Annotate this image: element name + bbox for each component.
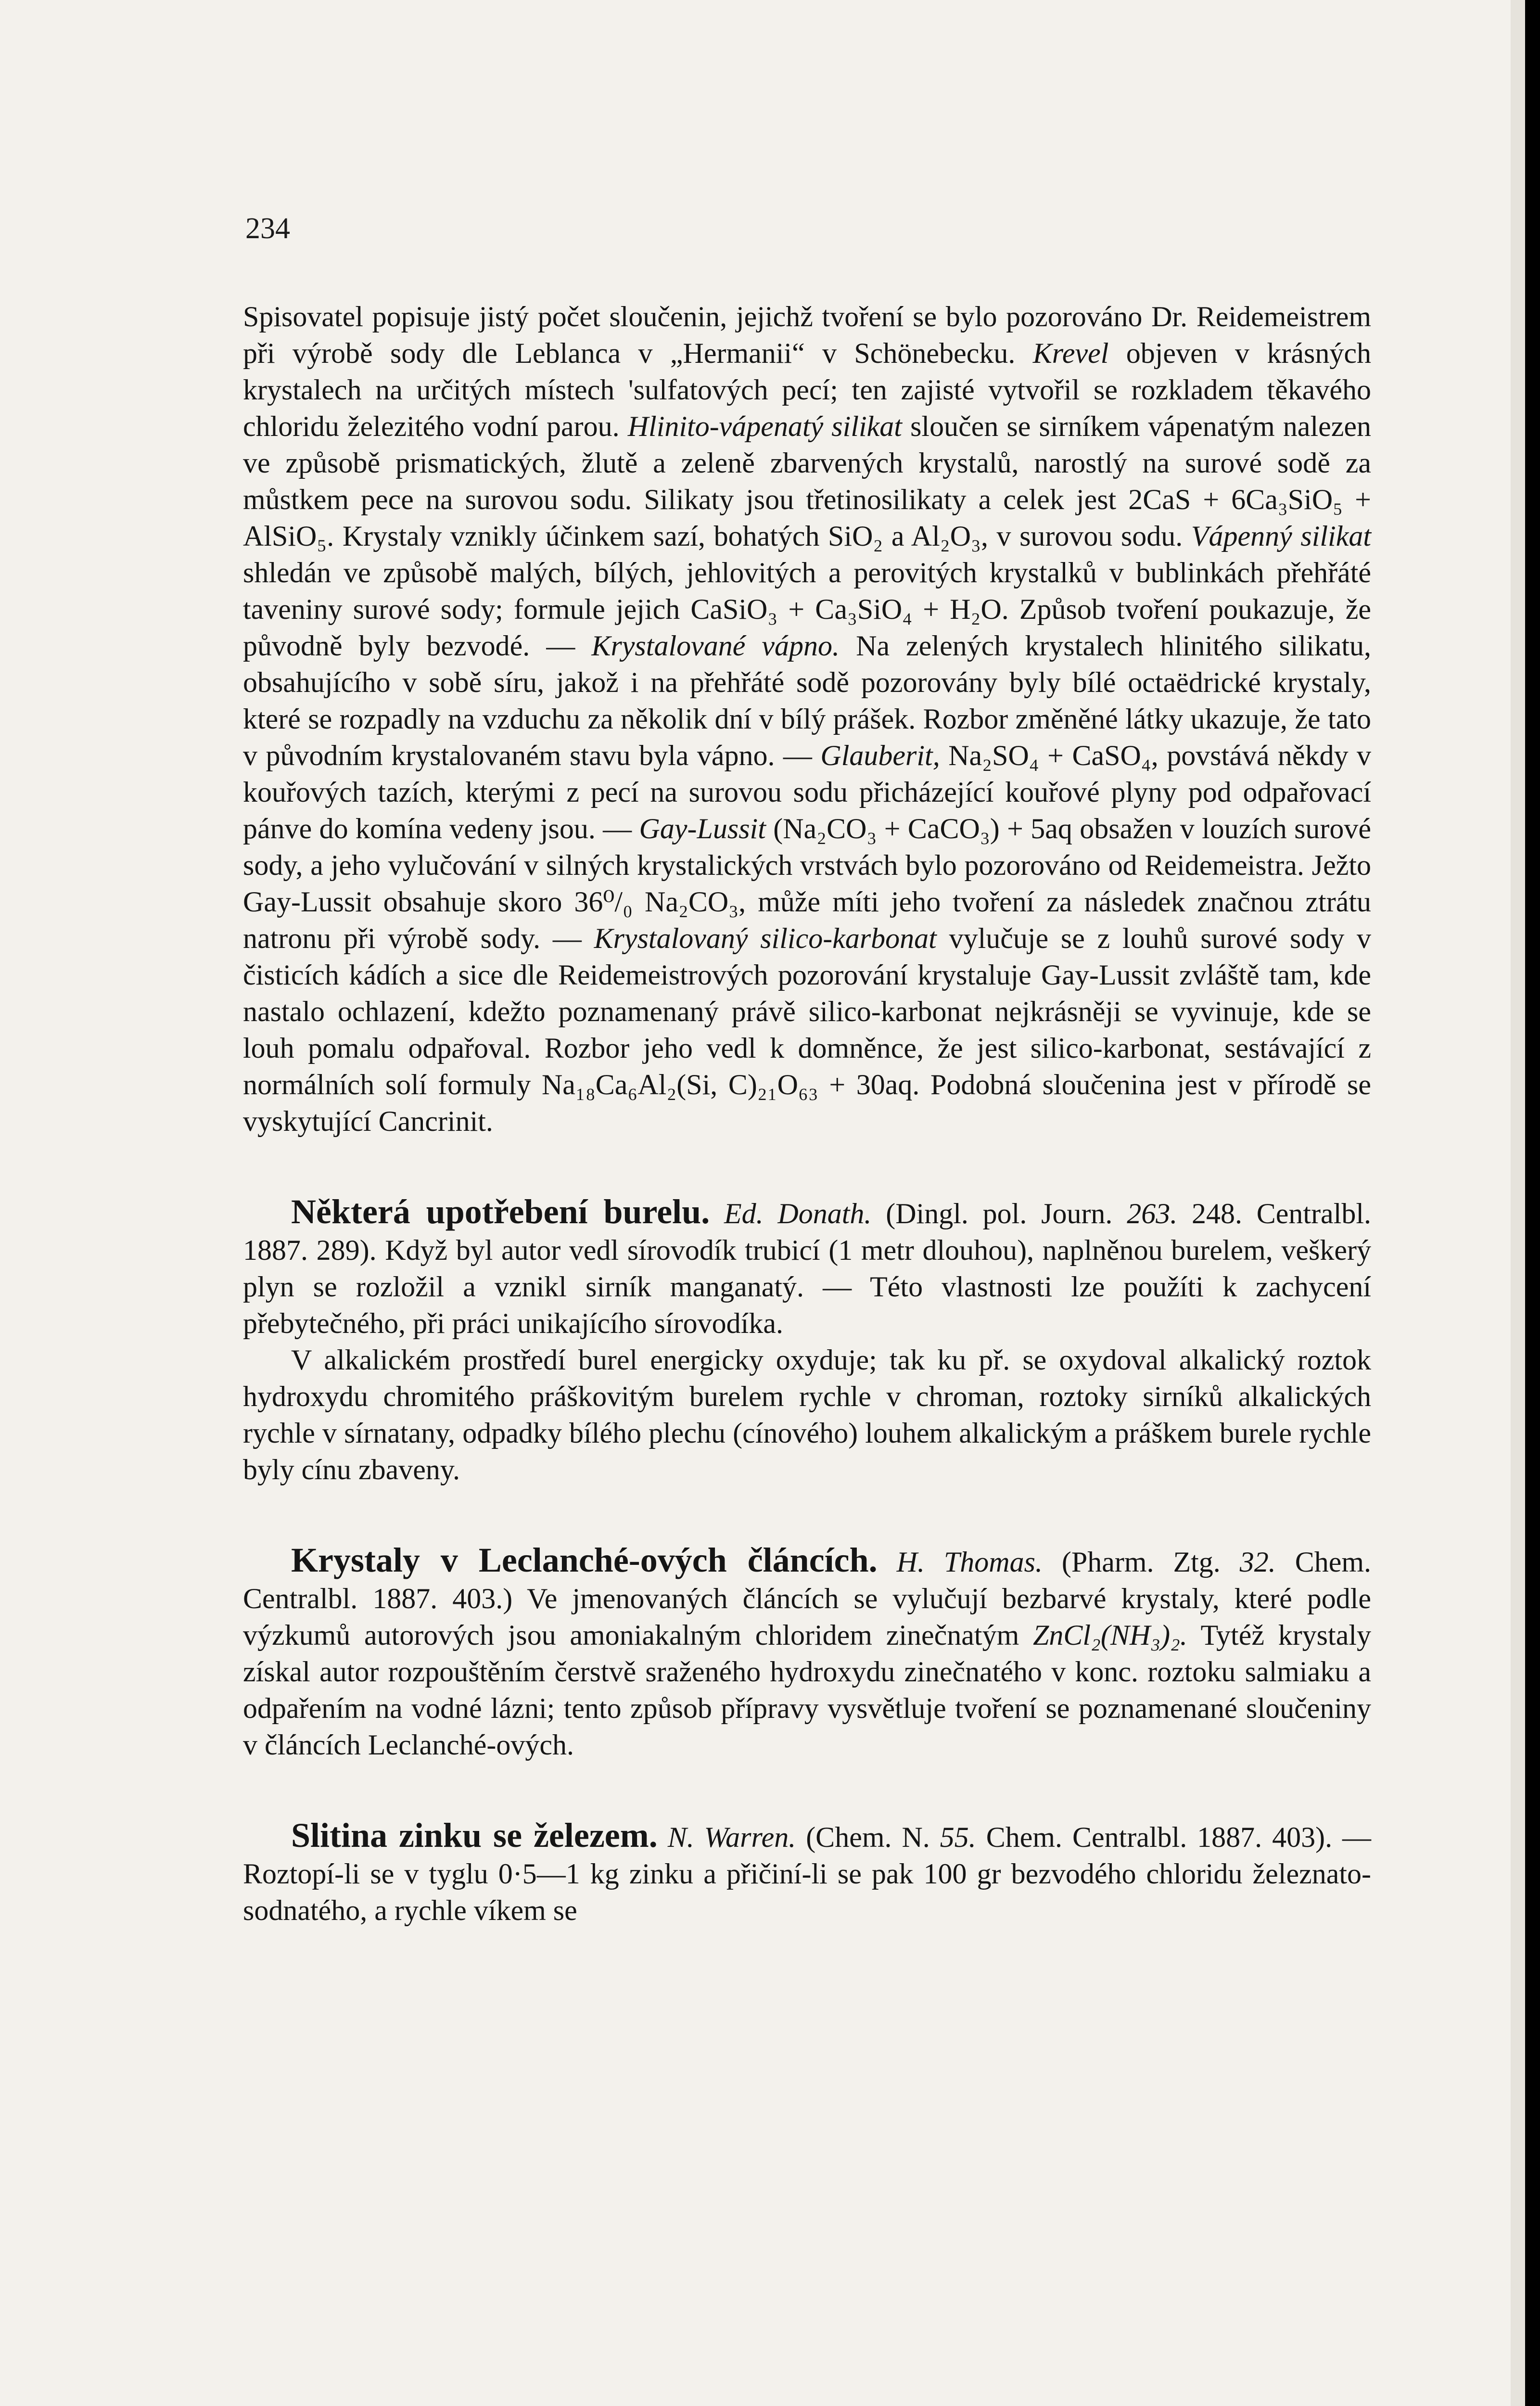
term-gay-lussit: Gay-Lussit — [639, 813, 766, 845]
term-krevel: Krevel — [1032, 337, 1109, 369]
author-leclanche: H. Thomas. — [896, 1546, 1043, 1578]
heading-slitina: Slitina zinku se železem. — [291, 1816, 658, 1855]
krevel-text: objeven v krásných krystalech na určitých místech 'sulfatových pecí; ten zajisté vytvořil se rozkladem těkavého chloridu železitého vodní parou. — [243, 337, 1371, 442]
slitina-body: — Roztopí-li se v tyglu 0·5—1 kg zinku a přičiní-li se pak 100 gr bezvodého chloridu železnato-sodnatého, a rychle víkem se — [243, 1821, 1372, 1926]
ref-slitina-b: Chem. Centralbl. 1887. 403). — [986, 1821, 1333, 1853]
glauberit-text: Na₂SO₄ + CaSO₄, povstává někdy v kouřových tazích, kterými z pecí na surovou sodu přicházející kouřové plyny pod odpařovací pánve do komína vedeny jsou. — — [243, 740, 1372, 845]
document-body — [243, 298, 1371, 1929]
heading-burel: Některá upotřebení burelu. — [291, 1192, 710, 1231]
term-hlinito-vapenaty-silikat: Hlinito-vápenatý silikat — [627, 410, 902, 442]
hlinito-text: sloučen se sirníkem vápenatým nalezen ve způsobě prismatických, žlutě a zeleně zbarvených krystalů, narostlý na surové sodě za můstkem pece na surovou sodu. Silikaty jsou třetinosilikaty a celek jest 2CaS + 6Ca₃SiO₅ + AlSiO₅. Krystaly vznikly účinkem sazí, bohatých SiO₂ a Al₂O₃, v surovou sodu. — [243, 410, 1372, 552]
ref-burel-a: (Dingl. pol. Journ. — [886, 1198, 1113, 1229]
term-glauberit: Glauberit, — [820, 740, 940, 771]
ref-leclanche-a: (Pharm. Ztg. — [1061, 1546, 1221, 1578]
leclanche-body-a: Ve jmenovaných článcích se vylučují bezbarvé krystaly, které podle výzkumů autorových jsou amoniakalným chloridem zinečnatým — [243, 1583, 1371, 1651]
ref-leclanche-b: Chem. Centralbl. 1887. 403.) — [243, 1546, 1372, 1614]
page-number: 234 — [245, 212, 290, 245]
term-silico-karbonat: Krystalovaný silico-karbonat — [594, 922, 937, 954]
burel-body: Když byl autor vedl sírovodík trubicí (1 metr dlouhou), naplněnou burelem, veškerý plyn se rozložil a vznikl sirník manganatý. — Této vlastnosti lze použíti k zachycení přebytečného, při práci unikajícího sírovodíka. — [243, 1234, 1372, 1339]
author-burel: Ed. Donath. — [724, 1198, 872, 1229]
author-slitina: N. Warren. — [667, 1821, 796, 1853]
ref-slitina-a: (Chem. N. — [806, 1821, 930, 1853]
ref-leclanche-volume: 32. — [1239, 1546, 1276, 1578]
ref-slitina-volume: 55. — [940, 1821, 976, 1853]
ref-burel-volume: 263. — [1127, 1198, 1178, 1229]
term-krystalovane-vapno: Krystalované vápno. — [591, 630, 840, 662]
paragraph-intro — [243, 298, 1371, 1139]
gaylussit-text: (Na₂CO₃ + CaCO₃) + 5aq obsažen v louzích surové sody, a jeho vylučování v silných krystalických vrstvách bylo pozorováno od Reidemeistra. Ježto Gay-Lussit obsahuje skoro 36⁰/₀ Na₂CO₃, může míti jeho tvoření za následek značnou ztrátu natronu při výrobě sody. — — [243, 813, 1372, 954]
section-slitina — [243, 1817, 1371, 1929]
paragraph-burel-2: V alkalickém prostředí burel energicky oxyduje; tak ku př. se oxydoval alkalický roztok hydroxydu chromitého práškovitým burelem rychle v chroman, roztoky sirníků alkalických rychle v sírnatany, odpadky bílého plechu (cínového) louhem alkalickým a práškem burele rychle byly cínu zbaveny. — [243, 1344, 1371, 1485]
heading-leclanche: Krystaly v Leclanché-ových článcích. — [291, 1541, 878, 1579]
krystal-vapno-text: Na zelených krystalech hlinitého silikatu, obsahujícího v sobě síru, jakož i na přehřáté sodě pozorovány byly bílé octaëdrické krystaly, které se rozpadly na vzduchu za několik dní v bílý prášek. Rozbor změněné látky ukazuje, že tato v původním krystalovaném stavu byla vápno. — — [243, 630, 1372, 771]
formula-zncl2: ZnCl₂(NH₃)₂. — [1032, 1619, 1187, 1651]
page-edge-shadow — [1511, 0, 1525, 2406]
ref-burel-b: 248. Centralbl. 1887. 289). — [243, 1198, 1372, 1266]
section-burel — [243, 1193, 1371, 1342]
section-leclanche — [243, 1542, 1371, 1763]
term-vapenny-silikat: Vápenný silikat — [1191, 520, 1372, 552]
intro-text: Spisovatel popisuje jistý počet sloučenin, jejichž tvoření se bylo pozorováno Dr. Reidemeistrem při výrobě sody dle Leblanca v „Hermanii“ v Schönebecku. — [243, 301, 1371, 369]
silico-text: vylučuje se z louhů surové sody v čisticích kádích a sice dle Reidemeistrových pozorování krystaluje Gay-Lussit zvláště tam, kde nastalo ochlazení, kdežto poznamenaný právě silico-karbonat nejkrásněji se vyvinuje, kde se louh pomalu odpařoval. Rozbor jeho vedl k domněnce, že jest silico-karbonat, sestávající z normálních solí formuly Na₁₈Ca₆Al₂(Si, C)₂₁O₆₃ + 30aq. Podobná sloučenina jest v přírodě se vyskytující Cancrinit. — [243, 922, 1372, 1137]
leclanche-body-b: Tytéž krystaly získal autor rozpouštěním čerstvě sraženého hydroxydu zinečnatého v konc. roztoku salmiaku a odpařením na vodné lázni; tento způsob přípravy vysvětluje tvoření se poznamenané sloučeniny v článcích Leclanché-ových. — [243, 1619, 1371, 1761]
vapenny-text: shledán ve způsobě malých, bílých, jehlovitých a perovitých krystalků v bublinkách přehřáté taveniny surové sody; formule jejich CaSiO₃ + Ca₃SiO₄ + H₂O. Způsob tvoření poukazuje, že původně byly bezvodé. — — [243, 557, 1371, 662]
